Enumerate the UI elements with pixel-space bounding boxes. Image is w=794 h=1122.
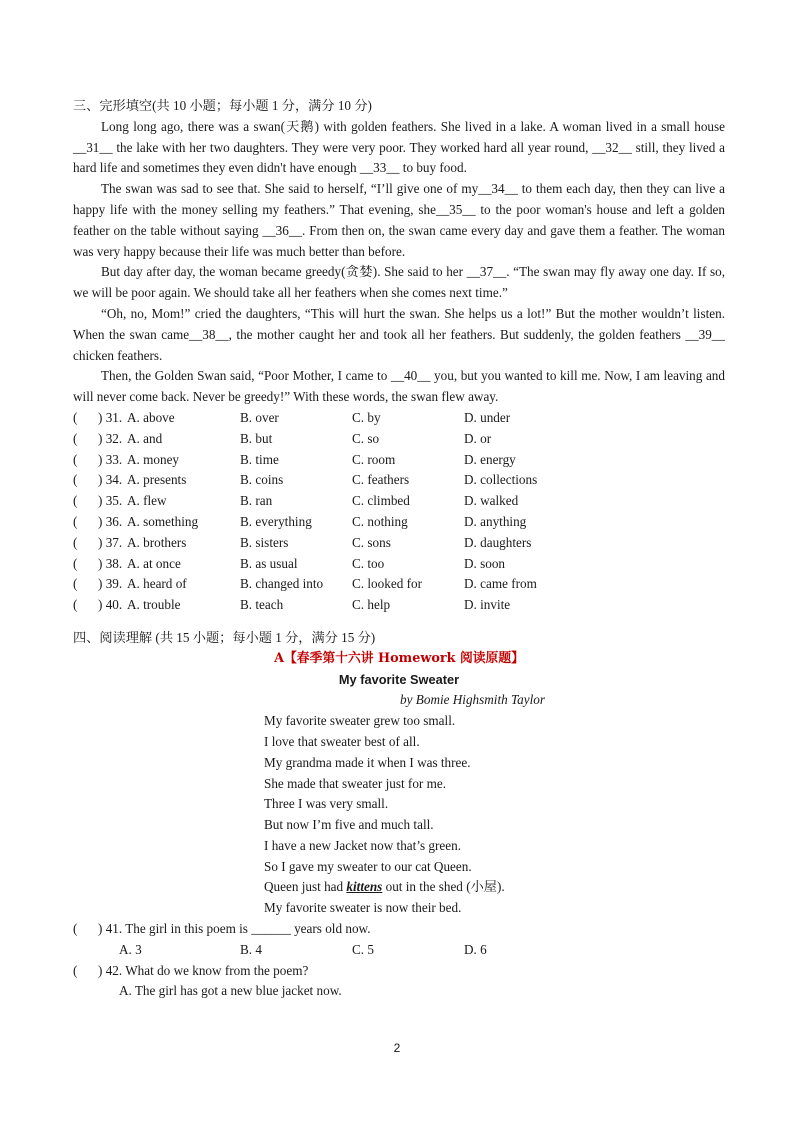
question-42 [73, 961, 725, 982]
poem-line: Three I was very small. [264, 796, 389, 812]
answer-paren[interactable]: ( [73, 451, 78, 467]
option-d: D. collections [464, 472, 538, 488]
option-a: A. presents [127, 472, 187, 488]
option-a: A. something [127, 513, 199, 529]
cloze-paragraph-3: But day after day, the woman became greedy(贪婪). She said to her __37__. “The swan may fly away one day. If so, we will be poor again. We should take all her feathers when she comes next time.” [73, 264, 725, 301]
question-41 [73, 919, 725, 940]
option-b: B. sisters [240, 534, 289, 550]
poem-line: So I gave my sweater to our cat Queen. [264, 858, 472, 874]
option-c: C. help [352, 597, 391, 613]
option-d: D. or [464, 430, 492, 446]
answer-paren[interactable]: ( [73, 962, 78, 978]
poem-body [73, 711, 725, 919]
poem-line: My grandma made it when I was three. [264, 754, 471, 770]
question-number: ) 32. [98, 430, 123, 446]
option-a: A. heard of [127, 576, 187, 592]
question-row-31 [73, 408, 725, 429]
option-b: B. everything [240, 513, 312, 529]
option-c: C. 5 [352, 941, 374, 957]
option-a: A. The girl has got a new blue jacket now. [119, 983, 342, 999]
cloze-question-list [73, 408, 725, 616]
answer-paren[interactable]: ( [73, 513, 78, 529]
poem-line-kittens [73, 877, 725, 898]
worksheet-page [73, 96, 725, 1002]
option-c: C. sons [352, 534, 391, 550]
question-text: ) 42. What do we know from the poem? [98, 962, 309, 978]
option-c: C. nothing [352, 513, 408, 529]
question-number: ) 33. [98, 451, 123, 467]
option-b: B. coins [240, 472, 284, 488]
poem-line: She made that sweater just for me. [264, 775, 447, 791]
question-number: ) 31. [98, 409, 123, 425]
answer-paren[interactable]: ( [73, 576, 78, 592]
question-row-35 [73, 491, 725, 512]
poem-line: My favorite sweater is now their bed. [264, 900, 462, 916]
question-row-34 [73, 470, 725, 491]
question-row-39 [73, 574, 725, 595]
option-b: B. changed into [240, 576, 324, 592]
question-row-40 [73, 595, 725, 616]
question-number: ) 37. [98, 534, 123, 550]
option-c: C. looked for [352, 576, 422, 592]
option-d: D. invite [464, 597, 511, 613]
option-c: C. by [352, 409, 381, 425]
answer-paren[interactable]: ( [73, 921, 78, 937]
kittens-line-after: out in the shed (小屋). [382, 879, 505, 895]
option-a: A. trouble [127, 597, 181, 613]
answer-paren[interactable]: ( [73, 555, 78, 571]
question-row-36 [73, 512, 725, 533]
poem-line: My favorite sweater grew too small. [264, 713, 456, 729]
option-b: B. teach [240, 597, 284, 613]
option-a: A. flew [127, 493, 167, 509]
answer-paren[interactable]: ( [73, 409, 78, 425]
cloze-paragraph-4: “Oh, no, Mom!” cried the daughters, “This will hurt the swan. She helps us a lot!” But the mother wouldn’t listen. When the swan came__38__, the mother caught her and took all her feathers. But suddenly, the golden feathers __39__ chicken feathers. [73, 305, 725, 363]
section-spacer [73, 616, 725, 628]
option-a: A. brothers [127, 534, 187, 550]
question-number: ) 36. [98, 513, 123, 529]
answer-paren[interactable]: ( [73, 534, 78, 550]
poem-author: by Bomie Highsmith Taylor [400, 692, 545, 708]
option-c: C. room [352, 451, 396, 467]
page-number: 2 [393, 1041, 401, 1055]
kittens-line-before: Queen just had [264, 879, 347, 895]
option-b: B. ran [240, 493, 273, 509]
option-a: A. and [127, 430, 163, 446]
question-number: ) 40. [98, 597, 123, 613]
cloze-section-heading: 三、完形填空(共 10 小题；每小题 1 分，满分 10 分) [73, 98, 372, 113]
poem-line: I love that sweater best of all. [264, 733, 420, 749]
option-c: C. climbed [352, 493, 410, 509]
answer-paren[interactable]: ( [73, 472, 78, 488]
option-a: A. 3 [119, 941, 142, 957]
question-number: ) 35. [98, 493, 123, 509]
option-d: D. soon [464, 555, 506, 571]
question-row-38 [73, 554, 725, 575]
poem-line: But now I’m five and much tall. [264, 817, 434, 833]
option-d: D. 6 [464, 941, 487, 957]
question-text: ) 41. The girl in this poem is ______ years old now. [98, 921, 371, 937]
cloze-paragraph-2: The swan was sad to see that. She said to herself, “I’ll give one of my__34__ to them each day, then they can live a happy life with the money selling my feathers.” That evening, she__35__ to the poor woman's house and left a golden feather on the table without saying __36__. From then on, the swan came every day and gave them a feather. The woman was very happy because their life was much better than before. [73, 181, 725, 259]
poem-title: My favorite Sweater [338, 671, 460, 687]
option-d: D. came from [464, 576, 537, 592]
question-41-options [73, 940, 725, 961]
kittens-keyword: kittens [346, 879, 383, 895]
question-row-32 [73, 429, 725, 450]
reading-section-heading: 四、阅读理解 (共 15 小题；每小题 1 分，满分 15 分) [73, 629, 376, 645]
option-d: D. walked [464, 493, 519, 509]
option-a: A. above [127, 409, 175, 425]
option-b: B. as usual [240, 555, 298, 571]
answer-paren[interactable]: ( [73, 493, 78, 509]
cloze-paragraph-1: Long long ago, there was a swan(天鹅) with golden feathers. She lived in a lake. A woman lived in a small house __31__ the lake with her two daughters. They were very poor. They worked hard all year round, __32__ still, they lived a hard life and sometimes they even didn't have enough __33__ to buy food. [73, 118, 725, 176]
question-number: ) 34. [98, 472, 123, 488]
option-b: B. over [240, 409, 279, 425]
passage-label: A【春季第十六讲 Homework 阅读原题】 [274, 650, 524, 666]
answer-paren[interactable]: ( [73, 430, 78, 446]
option-b: B. time [240, 451, 279, 467]
question-row-33 [73, 450, 725, 471]
option-c: C. too [352, 555, 385, 571]
option-d: D. energy [464, 451, 516, 467]
answer-paren[interactable]: ( [73, 597, 78, 613]
option-b: B. 4 [240, 941, 262, 957]
question-number: ) 38. [98, 555, 123, 571]
question-number: ) 39. [98, 576, 123, 592]
option-d: D. anything [464, 513, 527, 529]
option-a: A. money [127, 451, 180, 467]
option-d: D. daughters [464, 534, 532, 550]
option-a: A. at once [127, 555, 181, 571]
cloze-paragraph-5: Then, the Golden Swan said, “Poor Mother, I came to __40__ you, but you wanted to kill me. Now, I am leaving and will never come back. Never be greedy!” With these words, the swan flew away. [73, 368, 725, 405]
question-row-37 [73, 533, 725, 554]
option-c: C. feathers [352, 472, 410, 488]
option-d: D. under [464, 409, 511, 425]
option-c: C. so [352, 430, 380, 446]
poem-line: I have a new Jacket now that’s green. [264, 837, 462, 853]
option-b: B. but [240, 430, 273, 446]
